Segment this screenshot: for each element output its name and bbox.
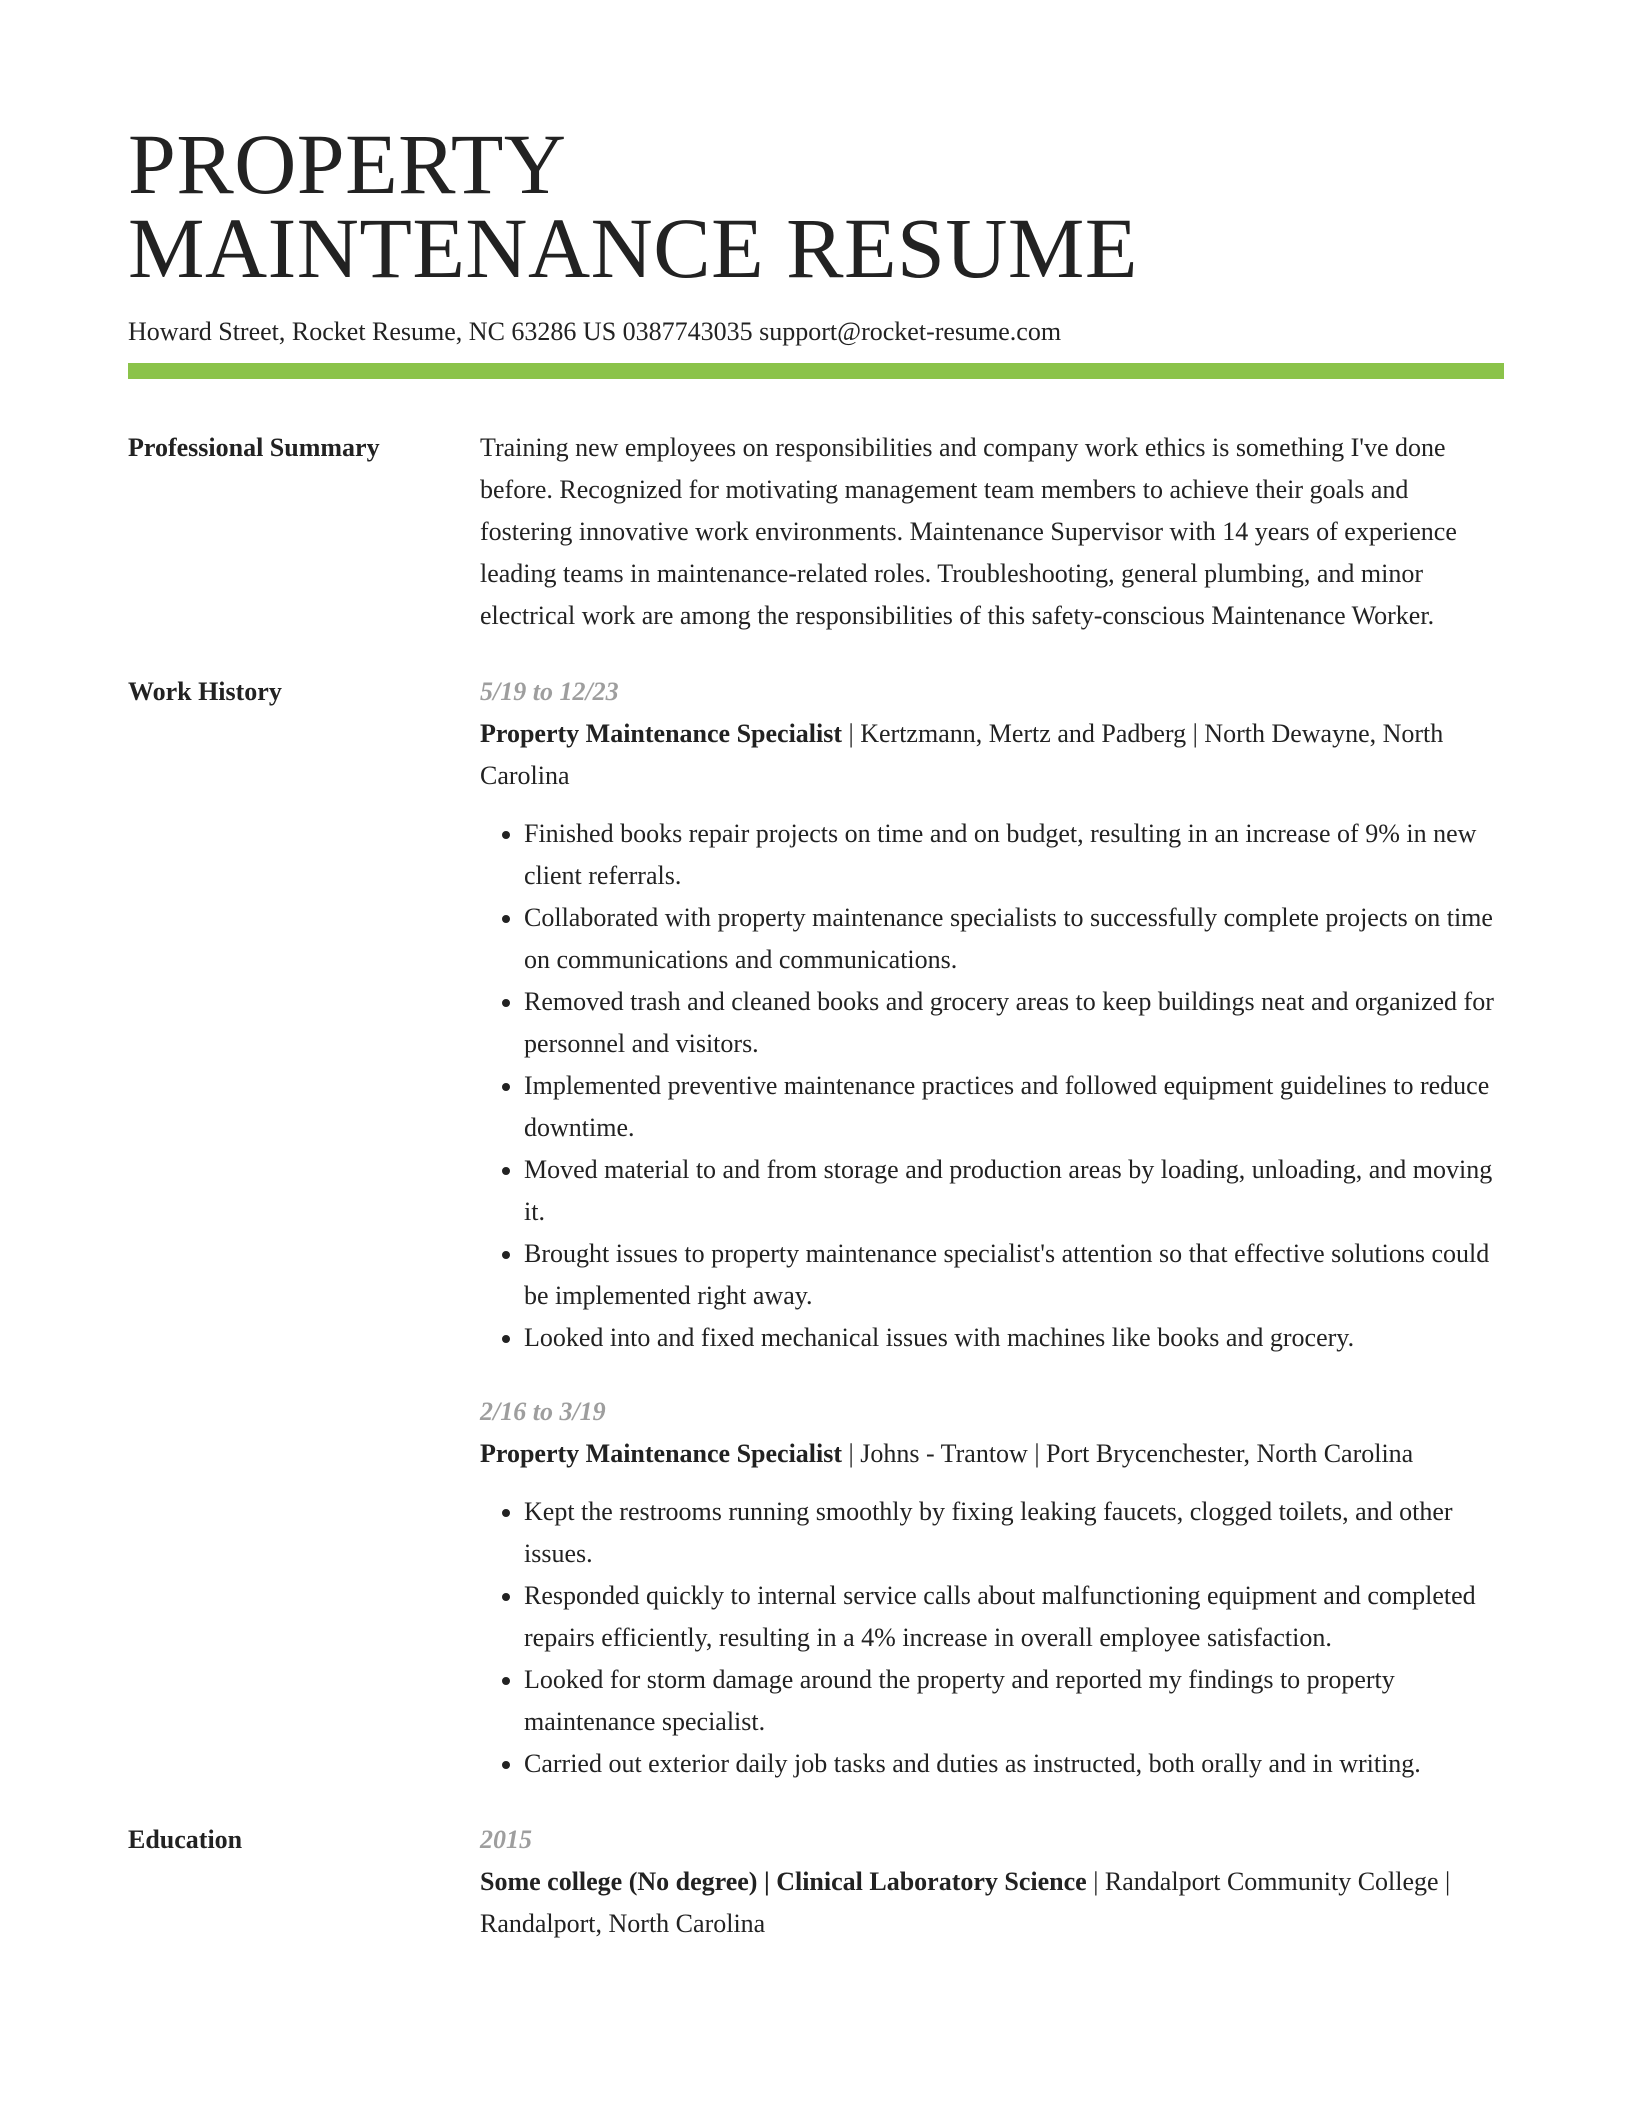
job-entry xyxy=(480,671,1504,1359)
list-item: • Collaborated with property maintenance specialists to successfully complete projects on time on communications and communications. xyxy=(524,897,1504,981)
section-heading: Professional Summary xyxy=(128,433,380,462)
job-dates: 2/16 to 3/19 xyxy=(480,1397,606,1426)
job-entry xyxy=(480,1391,1504,1785)
job-role-line xyxy=(480,1433,1504,1475)
professional-summary-section xyxy=(128,427,1504,637)
resume-title xyxy=(128,116,1504,296)
list-item: • Finished books repair projects on time and on budget, resulting in an increase of 9% in new client referrals. xyxy=(524,813,1504,897)
contact-info: Howard Street, Rocket Resume, NC 63286 US 0387743035 support@rocket-resume.com xyxy=(128,317,1062,346)
list-item: • Looked for storm damage around the property and reported my findings to property maintenance specialist. xyxy=(524,1659,1504,1743)
education-year: 2015 xyxy=(480,1825,532,1854)
education-line xyxy=(480,1861,1504,1945)
education-degree: Some college (No degree) | Clinical Laboratory Science xyxy=(480,1867,1087,1896)
list-item: • Brought issues to property maintenance specialist's attention so that effective solutions could be implemented right away. xyxy=(524,1233,1504,1317)
section-heading: Education xyxy=(128,1825,243,1854)
list-item: • Removed trash and cleaned books and grocery areas to keep buildings neat and organized for personnel and visitors. xyxy=(524,981,1504,1065)
job-bullets xyxy=(480,813,1504,1359)
title-line-2: MAINTENANCE RESUME xyxy=(128,200,1138,296)
accent-divider xyxy=(128,363,1504,379)
list-item: • Responded quickly to internal service calls about malfunctioning equipment and completed repairs efficiently, resulting in a 4% increase in overall employee satisfaction. xyxy=(524,1575,1504,1659)
resume-page xyxy=(128,116,1504,1945)
job-details: | Johns - Trantow | Port Brycenchester, North Carolina xyxy=(842,1439,1414,1468)
job-dates: 5/19 to 12/23 xyxy=(480,677,619,706)
list-item: • Carried out exterior daily job tasks and duties as instructed, both orally and in writing. xyxy=(524,1743,1504,1785)
list-item: • Moved material to and from storage and production areas by loading, unloading, and moving it. xyxy=(524,1149,1504,1233)
education-body xyxy=(480,1819,1504,1945)
summary-text: Training new employees on responsibilities and company work ethics is something I've done before. Recognized for motivating management team members to achieve their goals and fostering innovative work environments. Maintenance Supervisor with 14 years of experience leading teams in maintenance-related roles. Troubleshooting, general plumbing, and minor electrical work are among the responsibilities of this safety-conscious Maintenance Worker. xyxy=(480,433,1457,630)
job-details: | Kertzmann, Mertz and Padberg | North Dewayne, North Carolina xyxy=(480,719,1444,790)
job-bullets xyxy=(480,1491,1504,1785)
list-item: • Implemented preventive maintenance practices and followed equipment guidelines to reduce downtime. xyxy=(524,1065,1504,1149)
education-details: | Randalport Community College | Randalport, North Carolina xyxy=(480,1867,1451,1938)
job-title: Property Maintenance Specialist xyxy=(480,1439,843,1468)
list-item: • Kept the restrooms running smoothly by fixing leaking faucets, clogged toilets, and other issues. xyxy=(524,1491,1504,1575)
list-item: • Looked into and fixed mechanical issues with machines like books and grocery. xyxy=(524,1317,1504,1359)
title-line-1: PROPERTY xyxy=(128,116,567,212)
section-heading: Work History xyxy=(128,677,282,706)
work-history-section xyxy=(128,671,1504,1785)
work-history-body xyxy=(480,671,1504,1785)
job-title: Property Maintenance Specialist xyxy=(480,719,843,748)
education-section xyxy=(128,1819,1504,1945)
job-role-line xyxy=(480,713,1504,797)
